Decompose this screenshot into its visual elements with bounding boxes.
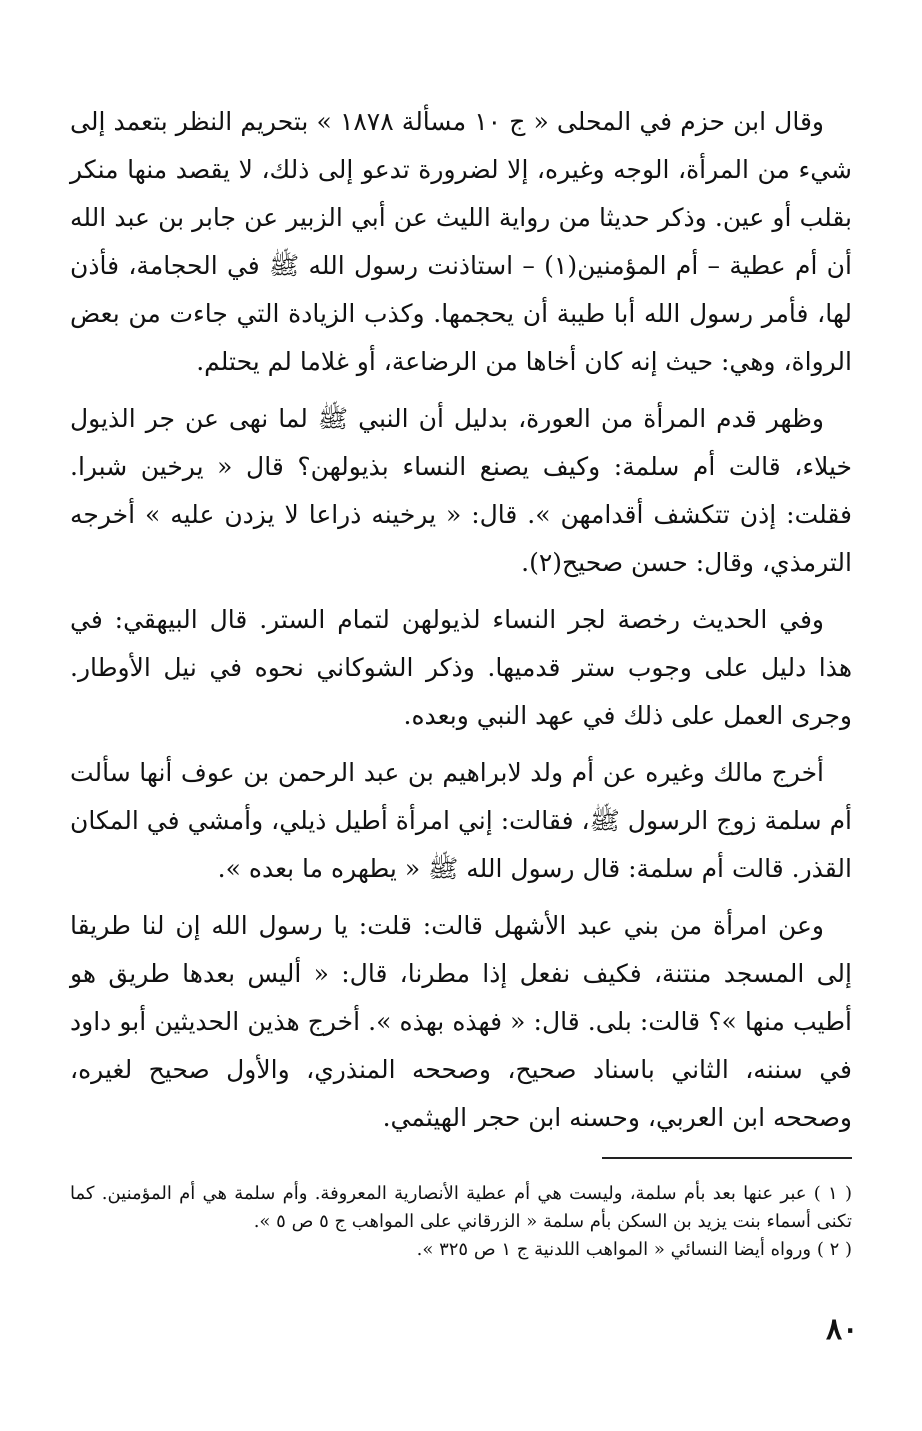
paragraph-hem-concession: وفي الحديث رخصة لجر النساء لذيولهن لتمام الستر. قال البيهقي: في هذا دليل على وجوب ستر قدميها. وذكر الشوكاني نحوه في نيل الأوطار. وجرى العمل على ذلك في عهد النبي وبعده. bbox=[70, 605, 852, 730]
main-text bbox=[70, 98, 852, 1142]
footnote-2: ( ٢ ) ورواه أيضا النسائي « المواهب اللدنية ج ١ ص ٣٢٥ ». bbox=[416, 1239, 852, 1260]
paragraph-umm-salamah: أخرج مالك وغيره عن أم ولد لابراهيم بن عبد الرحمن بن عوف أنها سألت أم سلمة زوج الرسول ﷺ، فقالت: إني امرأة أطيل ذيلي، وأمشي في المكان القذر. قالت أم سلمة: قال رسول الله ﷺ « يطهره ما بعده ». bbox=[70, 758, 852, 883]
paragraph-ibn-hazm: وقال ابن حزم في المحلى « ج ١٠ مسألة ١٨٧٨ » بتحريم النظر بتعمد إلى شيء من المرأة، الوجه وغيره، إلا لضرورة تدعو إلى ذلك، لا يقصد منها منكر بقلب أو عين. وذكر حديثا من رواية الليث عن أبي الزبير عن جابر بن عبد الله أن أم عطية – أم المؤمنين(١) – استاذنت رسول الله ﷺ في الحجامة، فأذن لها، فأمر رسول الله أبا طيبة أن يحجمها. وكذب الزيادة التي جاءت من بعض الرواة، وهي: حيث إنه كان أخاها من الرضاعة، أو غلاما لم يحتلم. bbox=[70, 107, 852, 376]
paragraph-bani-abd-ashhal: وعن امرأة من بني عبد الأشهل قالت: قلت: يا رسول الله إن لنا طريقا إلى المسجد منتنة، فكيف نفعل إذا مطرنا، قال: « أليس بعدها طريق هو أطيب منها »؟ قالت: بلى. قال: « فهذه بهذه ». أخرج هذين الحديثين أبو داود في سننه، الثاني باسناد صحيح، وصححه المنذري، والأول صحيح لغيره، وصححه ابن العربي، وحسنه ابن حجر الهيثمي. bbox=[70, 911, 852, 1132]
paragraph-feet-awrah: وظهر قدم المرأة من العورة، بدليل أن النبي ﷺ لما نهى عن جر الذيول خيلاء، قالت أم سلمة: وكيف يصنع النساء بذيولهن؟ قال « يرخين شبرا. فقلت: إذن تتكشف أقدامهن ». قال: « يرخينه ذراعا لا يزدن عليه » أخرجه الترمذي، وقال: حسن صحيح(٢). bbox=[70, 404, 852, 577]
footnote-divider bbox=[602, 1157, 852, 1159]
footnote-1: ( ١ ) عبر عنها بعد بأم سلمة، وليست هي أم عطية الأنصارية المعروفة. وأم سلمة هي أم المؤمنين. كما تكنى أسماء بنت يزيد بن السكن بأم سلمة « الزرقاني على المواهب ج ٥ ص ٥ ». bbox=[70, 1183, 852, 1232]
page-number: ٨٠ bbox=[826, 1312, 859, 1347]
footnotes bbox=[70, 1180, 852, 1264]
